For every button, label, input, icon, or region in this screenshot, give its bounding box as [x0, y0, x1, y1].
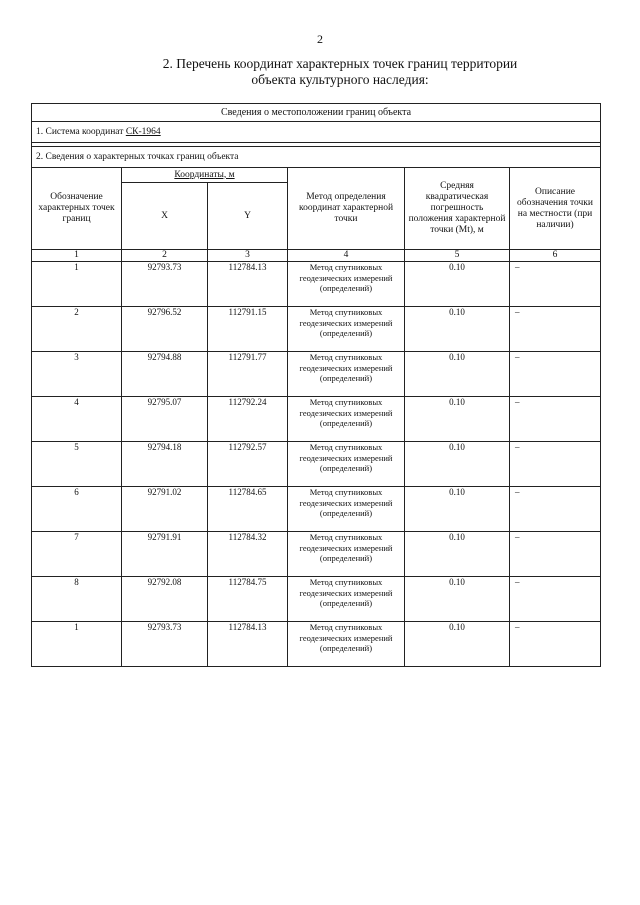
cell-x: 92794.18 [122, 442, 208, 487]
page-number: 2 [317, 32, 323, 46]
cell-x: 92791.02 [122, 487, 208, 532]
cell-method: Метод спутниковых геодезических измерений (определений) [288, 487, 405, 532]
document-heading [140, 56, 540, 88]
cell-y: 112784.32 [208, 532, 288, 577]
cell-description: – [510, 352, 601, 397]
column-number: 6 [510, 250, 601, 262]
cell-point: 2 [32, 307, 122, 352]
cell-y: 112792.24 [208, 397, 288, 442]
column-number: 2 [122, 250, 208, 262]
table-row [32, 487, 601, 532]
cell-y: 112784.75 [208, 577, 288, 622]
cell-point: 1 [32, 262, 122, 307]
coordinate-system-value: СК-1964 [125, 126, 161, 137]
cell-method: Метод спутниковых геодезических измерений (определений) [288, 397, 405, 442]
table-row [32, 622, 601, 667]
cell-y: 112791.77 [208, 352, 288, 397]
cell-x: 92792.08 [122, 577, 208, 622]
cell-description: – [510, 532, 601, 577]
cell-description: – [510, 307, 601, 352]
cell-description: – [510, 577, 601, 622]
cell-description: – [510, 262, 601, 307]
cell-method: Метод спутниковых геодезических измерений (определений) [288, 262, 405, 307]
cell-y: 112784.65 [208, 487, 288, 532]
cell-error: 0.10 [405, 352, 510, 397]
cell-point: 4 [32, 397, 122, 442]
cell-x: 92793.73 [122, 262, 208, 307]
header-coordinates: Координаты, м [122, 168, 288, 183]
heading-line-2: объекта культурного наследия: [251, 72, 429, 87]
points-section-title: 2. Сведения о характерных точках границ объекта [32, 147, 601, 168]
header-method: Метод определения координат характерной точки [288, 168, 405, 250]
cell-point: 6 [32, 487, 122, 532]
cell-error: 0.10 [405, 487, 510, 532]
header-y: Y [208, 183, 288, 250]
coordinate-system-label: 1. Система координат [36, 126, 124, 137]
header-designation: Обозначение характерных точек границ [32, 168, 122, 250]
heading-line-1: 2. Перечень координат характерных точек границ территории [162, 56, 518, 71]
cell-description: – [510, 487, 601, 532]
cell-description: – [510, 442, 601, 487]
cell-error: 0.10 [405, 622, 510, 667]
table-row [32, 307, 601, 352]
cell-x: 92794.88 [122, 352, 208, 397]
cell-method: Метод спутниковых геодезических измерений (определений) [288, 307, 405, 352]
cell-error: 0.10 [405, 532, 510, 577]
cell-method: Метод спутниковых геодезических измерений (определений) [288, 577, 405, 622]
cell-error: 0.10 [405, 397, 510, 442]
column-number: 1 [32, 250, 122, 262]
coordinates-table [31, 103, 601, 667]
cell-method: Метод спутниковых геодезических измерений (определений) [288, 442, 405, 487]
table-row [32, 532, 601, 577]
cell-point: 1 [32, 622, 122, 667]
cell-y: 112791.15 [208, 307, 288, 352]
table-header [32, 104, 601, 262]
cell-method: Метод спутниковых геодезических измерений (определений) [288, 532, 405, 577]
cell-error: 0.10 [405, 307, 510, 352]
header-error: Средняя квадратическая погрешность положения характерной точки (Mt), м [405, 168, 510, 250]
table-row [32, 352, 601, 397]
cell-y: 112784.13 [208, 262, 288, 307]
column-number: 4 [288, 250, 405, 262]
table-row [32, 397, 601, 442]
cell-error: 0.10 [405, 262, 510, 307]
cell-method: Метод спутниковых геодезических измерений (определений) [288, 622, 405, 667]
cell-y: 112792.57 [208, 442, 288, 487]
header-x: X [122, 183, 208, 250]
header-description: Описание обозначения точки на местности (при наличии) [510, 168, 601, 250]
cell-y: 112784.13 [208, 622, 288, 667]
column-number: 5 [405, 250, 510, 262]
table-row [32, 262, 601, 307]
cell-description: – [510, 397, 601, 442]
cell-x: 92796.52 [122, 307, 208, 352]
table-row [32, 442, 601, 487]
cell-method: Метод спутниковых геодезических измерений (определений) [288, 352, 405, 397]
cell-point: 8 [32, 577, 122, 622]
cell-description: – [510, 622, 601, 667]
section-title: Сведения о местоположении границ объекта [32, 104, 601, 122]
table-body [32, 262, 601, 667]
cell-error: 0.10 [405, 577, 510, 622]
cell-x: 92791.91 [122, 532, 208, 577]
column-numbers-row [32, 250, 601, 262]
cell-x: 92793.73 [122, 622, 208, 667]
cell-point: 3 [32, 352, 122, 397]
cell-error: 0.10 [405, 442, 510, 487]
cell-x: 92795.07 [122, 397, 208, 442]
table-row [32, 577, 601, 622]
cell-point: 7 [32, 532, 122, 577]
cell-point: 5 [32, 442, 122, 487]
column-number: 3 [208, 250, 288, 262]
coordinate-system-row [32, 122, 601, 143]
